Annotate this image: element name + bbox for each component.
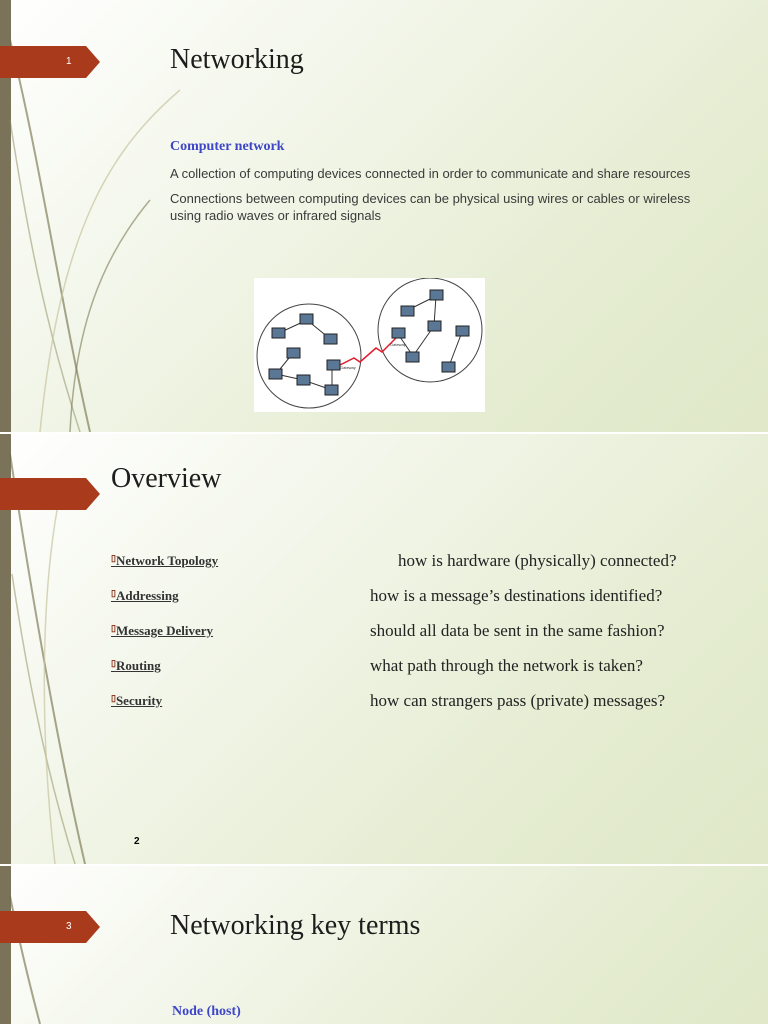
bullet-icon: ▯	[111, 658, 116, 668]
overview-row	[111, 586, 731, 608]
subheading: Node (host)	[172, 1004, 241, 1019]
overview-row	[111, 551, 731, 573]
overview-question: how can strangers pass (private) messages?	[370, 691, 666, 710]
bullet-icon: ▯	[111, 588, 116, 598]
paragraph-2: Connections between computing devices can be physical using wires or cables or wireless using radio waves or infrared signals	[170, 191, 691, 223]
bullet-icon: ▯	[111, 693, 116, 703]
bullet-icon: ▯	[111, 553, 116, 563]
slide-number: 1	[66, 56, 72, 67]
overview-term	[111, 588, 179, 604]
term-text: Routing	[115, 658, 161, 673]
term-text: Addressing	[115, 588, 179, 603]
overview-row	[111, 621, 731, 643]
overview-question: how is a message’s destinations identified?	[370, 586, 663, 605]
network-diagram-svg	[254, 278, 485, 412]
bullet-icon: ▯	[111, 623, 116, 633]
subheading: Computer network	[170, 139, 285, 154]
overview-term	[111, 693, 162, 709]
slide-3	[0, 866, 768, 1024]
slide-number: 3	[66, 921, 72, 932]
slide-title: Overview	[111, 463, 222, 494]
slide-number-tab	[0, 911, 100, 943]
term-text: Message Delivery	[115, 623, 214, 638]
gateway-label-2: Gateway	[390, 342, 406, 347]
overview-row	[111, 691, 731, 713]
decorative-curves	[0, 866, 120, 1024]
overview-term	[111, 658, 161, 674]
network-diagram	[254, 278, 485, 412]
slide-tab	[0, 478, 100, 510]
overview-row	[111, 656, 731, 678]
slide-title: Networking	[170, 44, 304, 75]
overview-term	[111, 553, 218, 569]
slide-2	[0, 434, 768, 864]
page-number: 2	[134, 836, 140, 847]
slide-number-tab	[0, 46, 100, 78]
overview-question: how is hardware (physically) connected?	[398, 551, 677, 570]
overview-term	[111, 623, 213, 639]
paragraph-1: A collection of computing devices connected in order to communicate and share resources	[170, 166, 691, 181]
gateway-label-1: Gateway	[340, 365, 356, 370]
term-text: Network Topology	[115, 553, 219, 568]
overview-question: what path through the network is taken?	[370, 656, 643, 675]
term-text: Security	[115, 693, 163, 708]
overview-question: should all data be sent in the same fashion?	[370, 621, 665, 640]
slide-1	[0, 0, 768, 432]
slide-title: Networking key terms	[170, 910, 421, 941]
